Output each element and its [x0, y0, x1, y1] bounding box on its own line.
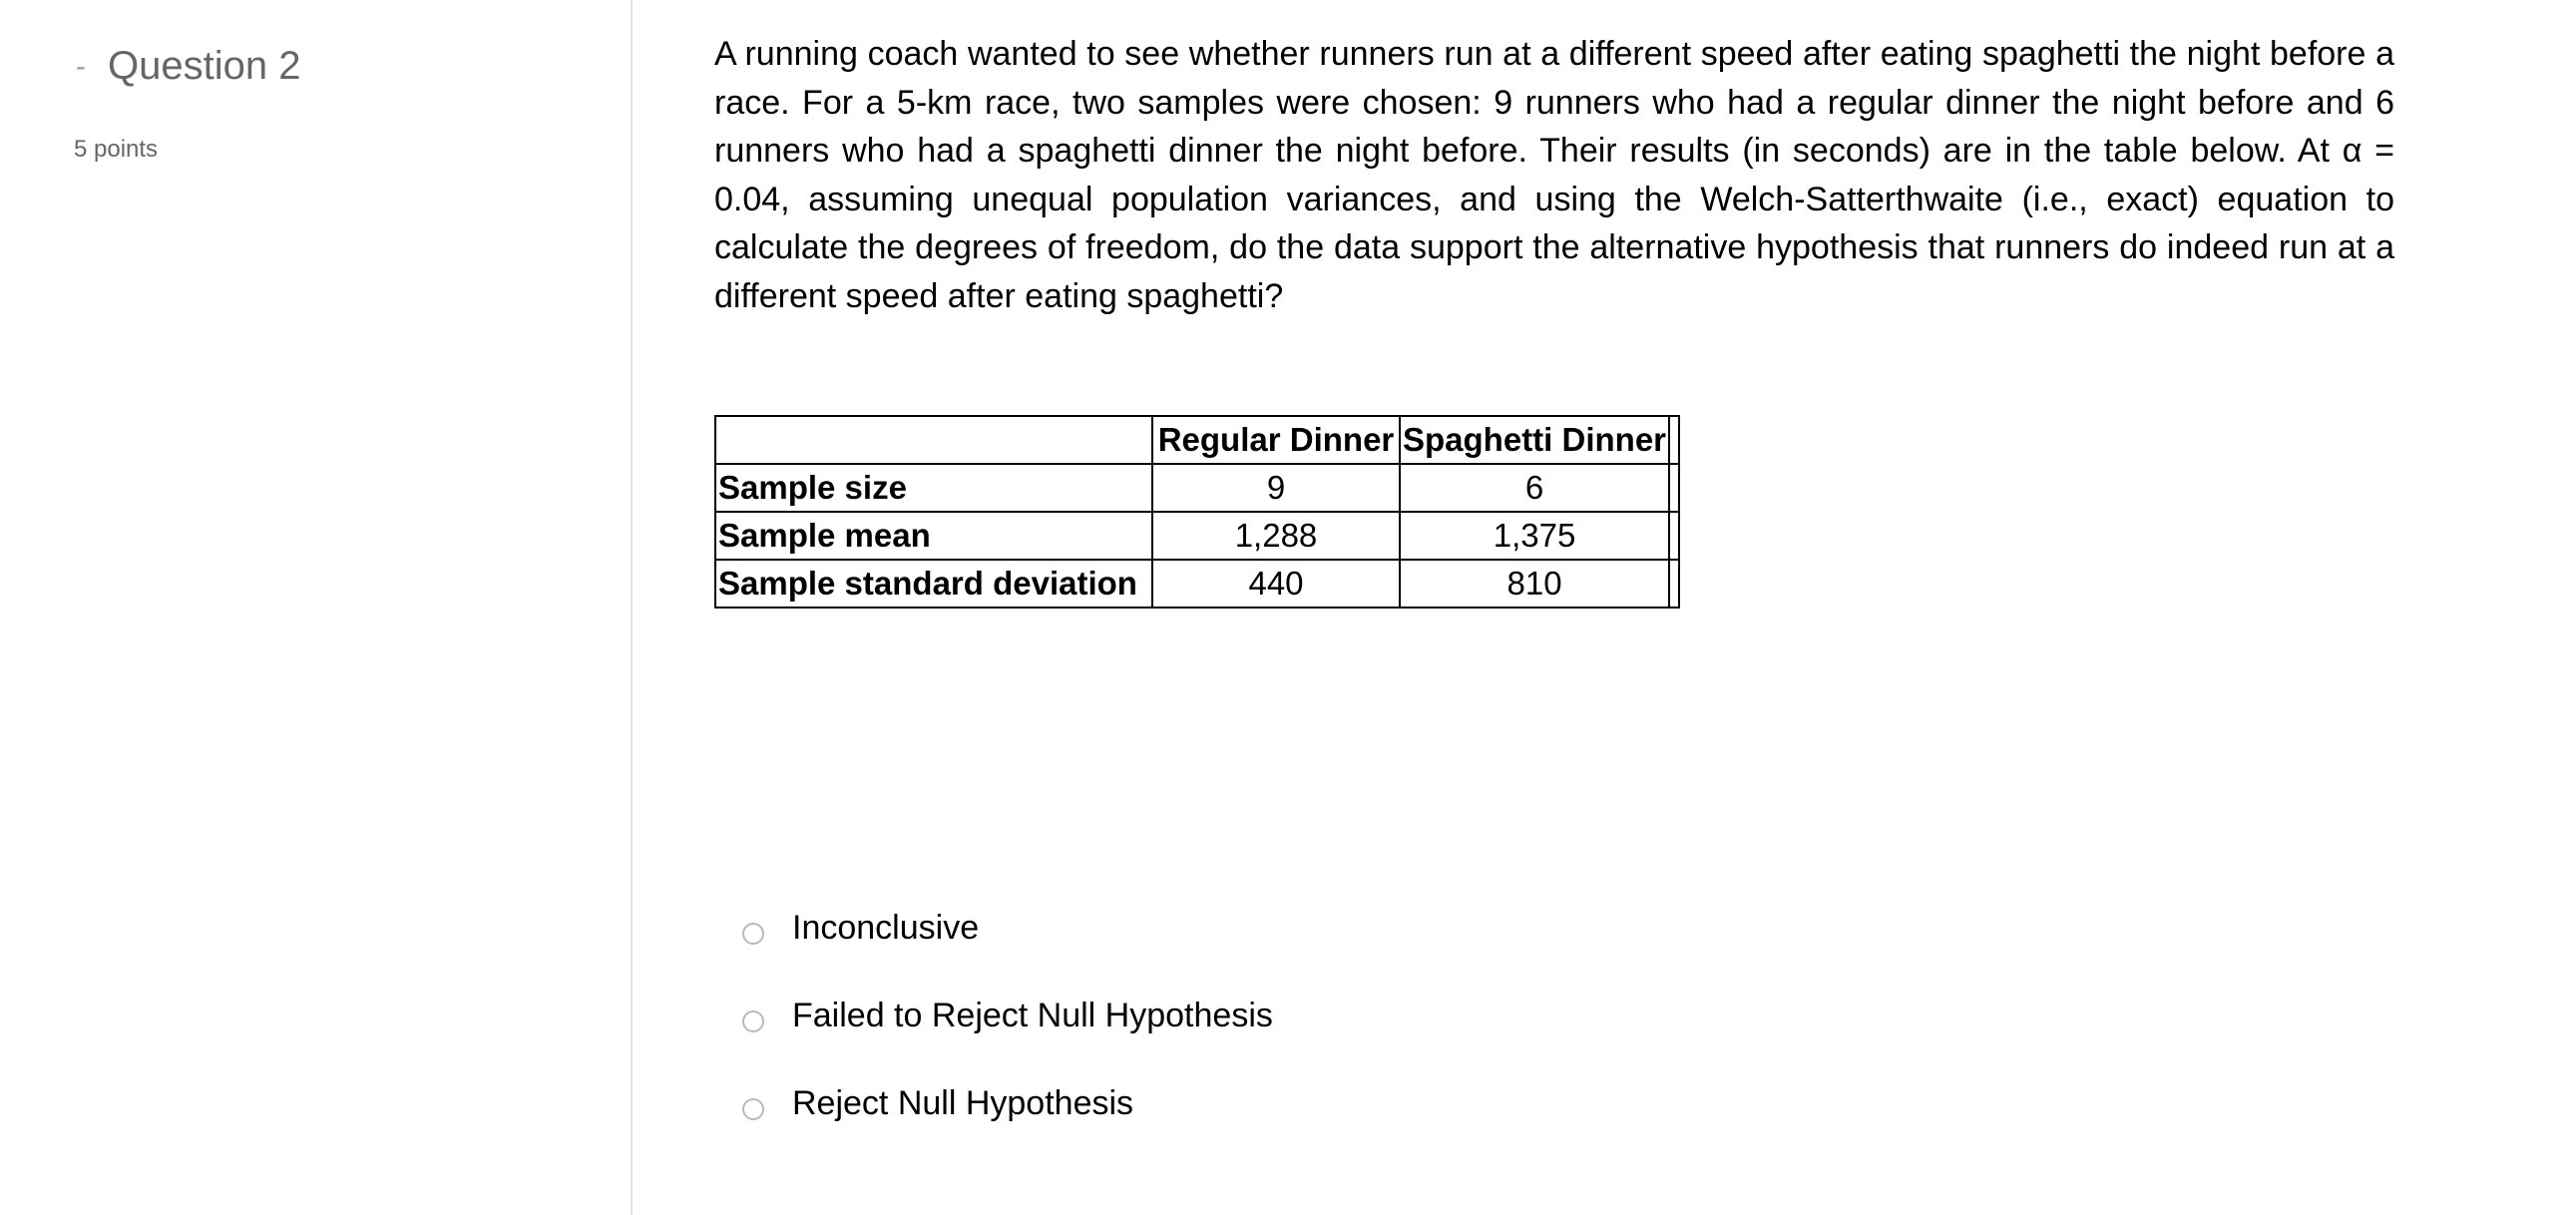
cell-regular: 1,288 — [1152, 512, 1400, 560]
table-extra-cell — [1669, 416, 1679, 464]
table-header-spaghetti: Spaghetti Dinner — [1400, 416, 1669, 464]
row-label: Sample mean — [715, 512, 1152, 560]
option-label[interactable]: Failed to Reject Null Hypothesis — [792, 996, 1273, 1034]
row-label: Sample size — [715, 464, 1152, 512]
cell-spaghetti: 810 — [1400, 560, 1669, 608]
cell-regular: 9 — [1152, 464, 1400, 512]
table-header-regular: Regular Dinner — [1152, 416, 1400, 464]
table-header-row — [715, 416, 1679, 464]
radio-button[interactable] — [742, 1098, 764, 1120]
data-table — [714, 415, 1680, 608]
cell-spaghetti: 6 — [1400, 464, 1669, 512]
collapse-icon[interactable]: - — [76, 49, 86, 83]
cell-regular: 440 — [1152, 560, 1400, 608]
radio-button[interactable] — [742, 1011, 764, 1032]
table-row — [715, 464, 1679, 512]
question-sidebar — [0, 0, 633, 1215]
table-extra-cell — [1669, 560, 1679, 608]
question-text: A running coach wanted to see whether runners run at a different speed after eating spaghetti the night before a race. For a 5-km race, two samples were chosen: 9 runners who had a regular dinner the night before and 6 runners who had a spaghetti dinner the night before. Their results (in seconds) are in the table below. At α = 0.04, assuming unequal population variances, and using the Welch-Satterthwaite (i.e., exact) equation to calculate the degrees of freedom, do the data support the alternative hypothesis that runners do indeed run at a different speed after eating spaghetti? — [714, 35, 2394, 315]
question-points: 5 points — [74, 136, 159, 163]
option-inconclusive[interactable] — [742, 884, 1273, 972]
table-header-empty — [715, 416, 1152, 464]
question-header — [76, 44, 300, 89]
table-extra-cell — [1669, 464, 1679, 512]
row-label: Sample standard deviation — [715, 560, 1152, 608]
question-body — [714, 30, 2394, 1122]
table-row — [715, 560, 1679, 608]
answer-options — [742, 884, 1273, 1147]
question-title: Question 2 — [108, 44, 301, 88]
option-fail-to-reject[interactable] — [742, 972, 1273, 1059]
table-row — [715, 512, 1679, 560]
cell-spaghetti: 1,375 — [1400, 512, 1669, 560]
table-extra-cell — [1669, 512, 1679, 560]
option-reject[interactable] — [742, 1059, 1273, 1147]
option-label[interactable]: Reject Null Hypothesis — [792, 1083, 1134, 1122]
option-label[interactable]: Inconclusive — [792, 908, 980, 947]
radio-button[interactable] — [742, 923, 764, 945]
